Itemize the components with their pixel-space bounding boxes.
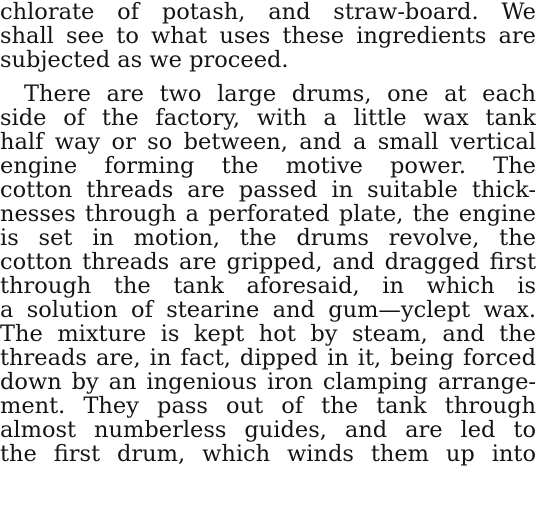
text-line: down by an ingenious iron clamping arrange- xyxy=(0,369,536,395)
text-line: cotton threads are gripped, and dragged first xyxy=(0,249,536,275)
text-line: side of the factory, with a little wax tank xyxy=(0,105,536,131)
text-line: threads are, in fact, dipped in it, being forced xyxy=(0,345,536,371)
text-line: a solution of stearine and gum—yclept wax. xyxy=(0,297,536,323)
text-line: The mixture is kept hot by steam, and the xyxy=(0,321,536,347)
text-line: ment. They pass out of the tank through xyxy=(0,393,536,419)
text-line: subjected as we proceed. xyxy=(0,47,289,73)
text-line: engine forming the motive power. The xyxy=(0,153,536,179)
text-line: shall see to what uses these ingredients are xyxy=(0,23,536,49)
text-line: the first drum, which winds them up into xyxy=(0,441,536,467)
text-line: through the tank aforesaid, in which is xyxy=(0,273,536,299)
text-line: half way or so between, and a small vertical xyxy=(0,129,536,155)
text-line: is set in motion, the drums revolve, the xyxy=(0,225,536,251)
text-line: There are two large drums, one at each xyxy=(24,81,536,107)
text-line: cotton threads are passed in suitable thick- xyxy=(0,177,536,203)
text-line: almost numberless guides, and are led to xyxy=(0,417,536,443)
text-line: chlorate of potash, and straw-board. We xyxy=(0,0,536,25)
text-line: nesses through a perforated plate, the engine xyxy=(0,201,536,227)
